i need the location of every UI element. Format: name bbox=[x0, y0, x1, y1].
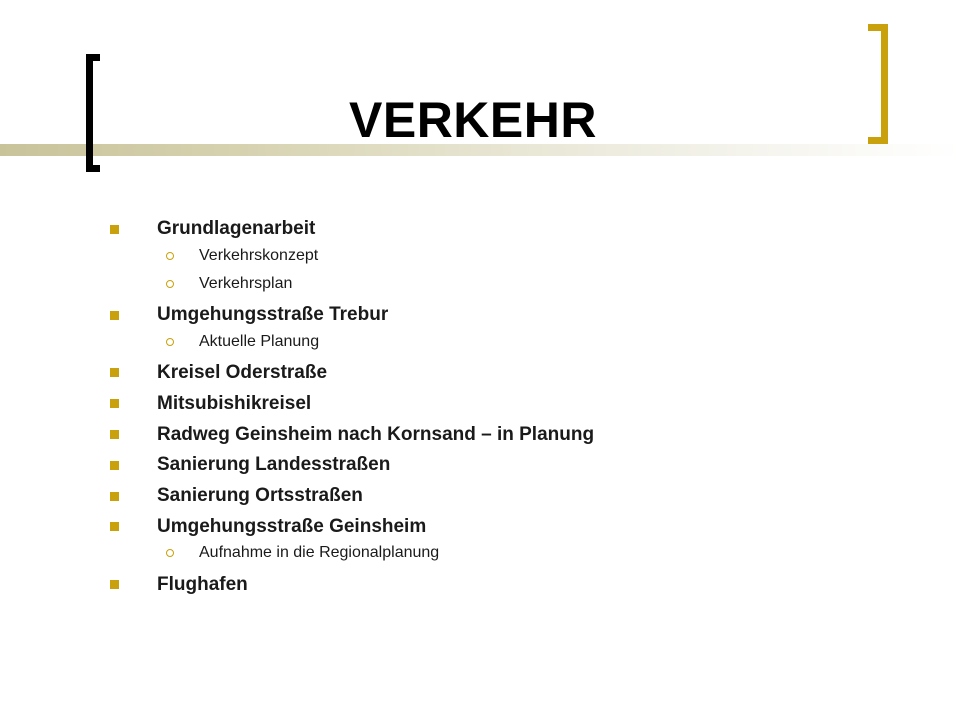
list-item bbox=[110, 388, 870, 419]
square-bullet-icon bbox=[110, 522, 119, 531]
list-item-label: Flughafen bbox=[157, 573, 248, 595]
sub-list-item bbox=[110, 539, 870, 567]
list-item-label: Umgehungsstraße Trebur bbox=[157, 304, 389, 326]
list-item-label: Umgehungsstraße Geinsheim bbox=[157, 515, 427, 537]
circle-bullet-icon bbox=[166, 549, 174, 557]
left-bracket-decoration bbox=[86, 54, 100, 172]
list-item-label: Grundlagenarbeit bbox=[157, 218, 316, 240]
list-item bbox=[110, 569, 870, 600]
sub-list-item-label: Verkehrsplan bbox=[199, 274, 293, 292]
circle-bullet-icon bbox=[166, 252, 174, 260]
sub-list-item bbox=[110, 242, 870, 270]
slide-title: VERKEHR bbox=[349, 92, 597, 148]
square-bullet-icon bbox=[110, 492, 119, 501]
sub-list-item bbox=[110, 270, 870, 298]
list-item bbox=[110, 450, 870, 481]
square-bullet-icon bbox=[110, 368, 119, 377]
sub-list-item bbox=[110, 328, 870, 356]
list-item bbox=[110, 481, 870, 512]
list-item bbox=[110, 512, 870, 568]
square-bullet-icon bbox=[110, 580, 119, 589]
sub-list-item-label: Verkehrskonzept bbox=[199, 246, 319, 264]
square-bullet-icon bbox=[110, 430, 119, 439]
bullet-list bbox=[110, 214, 870, 600]
list-item-label: Kreisel Oderstraße bbox=[157, 361, 328, 383]
circle-bullet-icon bbox=[166, 280, 174, 288]
list-item bbox=[110, 419, 870, 450]
list-item bbox=[110, 300, 870, 356]
list-item bbox=[110, 358, 870, 389]
square-bullet-icon bbox=[110, 461, 119, 470]
square-bullet-icon bbox=[110, 311, 119, 320]
list-item-label: Radweg Geinsheim nach Kornsand – in Planung bbox=[157, 423, 595, 445]
square-bullet-icon bbox=[110, 225, 119, 234]
right-bracket-decoration bbox=[868, 24, 888, 144]
square-bullet-icon bbox=[110, 399, 119, 408]
sub-list-item-label: Aktuelle Planung bbox=[199, 332, 320, 350]
sub-list-item-label: Aufnahme in die Regionalplanung bbox=[199, 544, 440, 562]
list-item bbox=[110, 214, 870, 298]
list-item-label: Mitsubishikreisel bbox=[157, 392, 312, 414]
list-item-label: Sanierung Ortsstraßen bbox=[157, 485, 363, 507]
list-item-label: Sanierung Landesstraßen bbox=[157, 454, 391, 476]
circle-bullet-icon bbox=[166, 338, 174, 346]
